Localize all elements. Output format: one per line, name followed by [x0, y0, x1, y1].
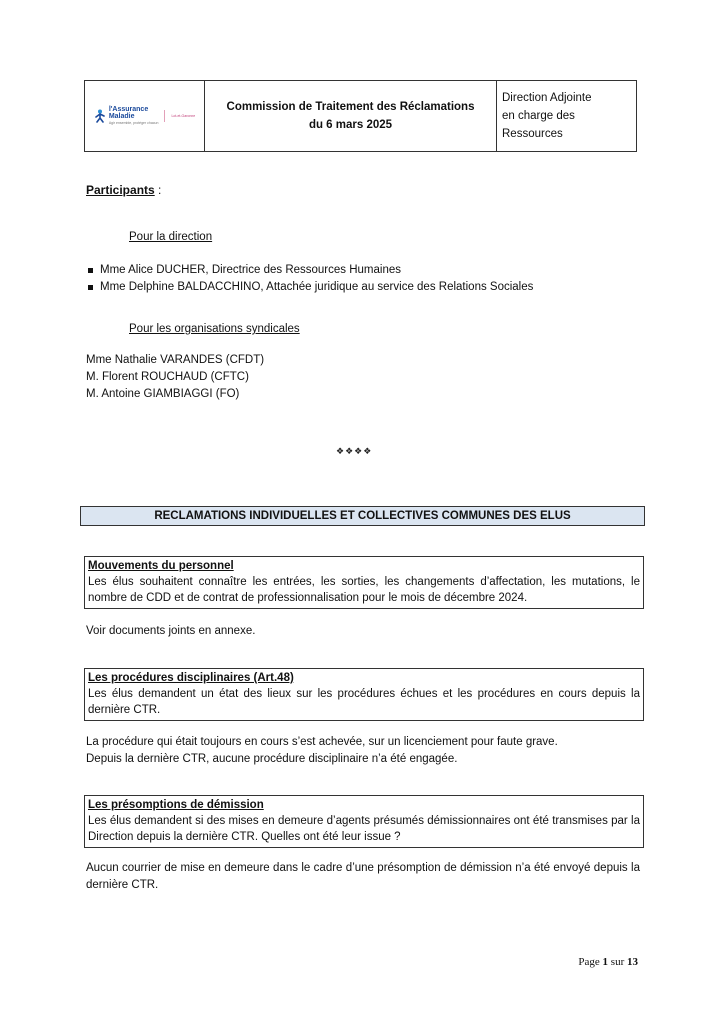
- direction-members-list: [88, 262, 533, 296]
- direction-member: Mme Alice DUCHER, Directrice des Ressources Humaines: [100, 264, 401, 276]
- union-member: M. Florent ROUCHAUD (CFTC): [86, 371, 249, 383]
- section-title: RECLAMATIONS INDIVIDUELLES ET COLLECTIVES COMMUNES DES ELUS: [80, 506, 645, 526]
- page-label: Page: [578, 956, 600, 968]
- assurance-maladie-logo: [94, 106, 195, 127]
- participants-heading-text: Participants: [86, 183, 155, 197]
- logo-figure-icon: [94, 109, 106, 123]
- request-text: Les élus demandent un état des lieux sur les procédures échues et les procédures en cours depuis la dernière CTR.: [88, 688, 640, 716]
- logo-tagline: Lot-et-Garonne: [171, 114, 196, 118]
- participants-heading: [86, 183, 161, 197]
- request-heading: Les présomptions de démission: [88, 799, 264, 811]
- page-number: [578, 956, 638, 968]
- list-item: [88, 279, 533, 296]
- document-header: [84, 80, 637, 152]
- bullet-square-icon: [88, 268, 93, 273]
- request-text: Les élus souhaitent connaître les entrées, les sorties, les changements d’affectation, les mutations, le nombre de CDD et de contrat de professionnalisation pour le mois de décembre 2024.: [88, 576, 640, 604]
- answer-line: Voir documents joints en annexe.: [86, 625, 256, 637]
- answer-line: Aucun courrier de mise en demeure dans le cadre d’une présomption de démission n’a été envoyé depuis la dernière CTR.: [86, 862, 640, 891]
- answer-presomptions: [86, 860, 640, 894]
- page-current: 1: [602, 956, 609, 968]
- logo-cell: [85, 81, 205, 151]
- request-text: Les élus demandent si des mises en demeure d’agents présumés démissionnaires ont été transmises par la Direction depuis la dernière CTR. Quelles ont été leur issue ?: [88, 815, 640, 843]
- header-dept-line2: en charge des Ressources: [502, 110, 575, 140]
- union-member: M. Antoine GIAMBIAGGI (FO): [86, 388, 240, 400]
- unions-heading: Pour les organisations syndicales: [129, 323, 300, 335]
- participants-heading-colon: :: [154, 183, 162, 197]
- header-title-line2: du 6 mars 2025: [308, 119, 393, 131]
- logo-separator: [164, 110, 165, 122]
- union-member: Mme Nathalie VARANDES (CFDT): [86, 354, 265, 366]
- header-title: [205, 81, 497, 151]
- logo-line1: l'Assurance: [108, 105, 149, 113]
- direction-member: Mme Delphine BALDACCHINO, Attachée juridique au service des Relations Sociales: [100, 281, 534, 293]
- direction-heading: Pour la direction: [129, 231, 213, 243]
- header-dept-line1: Direction Adjointe: [502, 92, 592, 104]
- request-heading: Les procédures disciplinaires (Art.48): [88, 672, 294, 684]
- logo-text: [109, 106, 159, 127]
- answer-line: La procédure qui était toujours en cours s’est achevée, sur un licenciement pour faute grave.: [86, 736, 558, 748]
- request-heading: Mouvements du personnel: [88, 560, 234, 572]
- answer-disciplinaires: [86, 734, 640, 768]
- bullet-square-icon: [88, 285, 93, 290]
- page-total: 13: [627, 956, 638, 968]
- section-separator: ❖❖❖❖: [336, 446, 373, 456]
- request-box-disciplinaires: [84, 668, 644, 721]
- logo-line3: Agir ensemble, protéger chacun: [108, 120, 159, 125]
- request-box-presomptions: [84, 795, 644, 848]
- unions-members-list: [86, 352, 264, 403]
- request-box-mouvements: [84, 556, 644, 609]
- header-title-line1: Commission de Traitement des Réclamations: [226, 101, 475, 113]
- logo-line2: Maladie: [108, 112, 135, 120]
- answer-line: Depuis la dernière CTR, aucune procédure disciplinaire n’a été engagée.: [86, 753, 458, 765]
- answer-mouvements: [86, 623, 640, 640]
- list-item: [88, 262, 533, 279]
- header-department: [497, 81, 636, 151]
- page-of-label: sur: [610, 956, 625, 968]
